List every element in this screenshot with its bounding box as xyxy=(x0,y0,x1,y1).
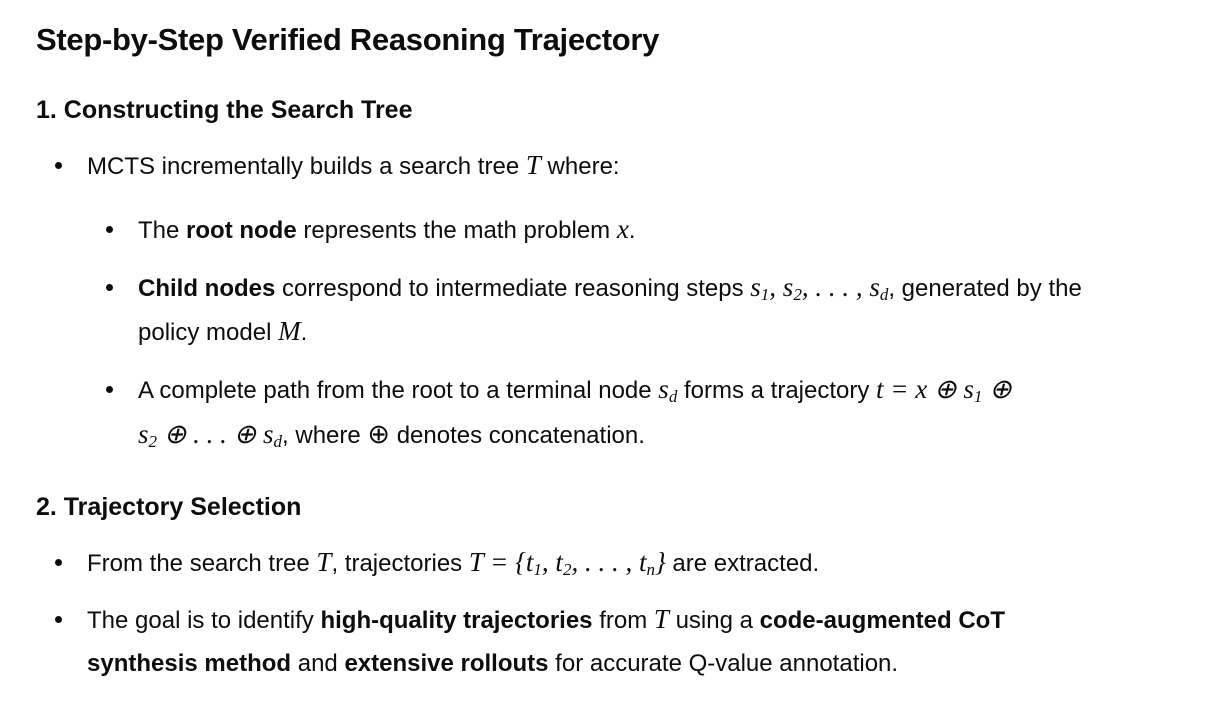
bold-root-node: root node xyxy=(186,217,297,244)
bullet-search-tree: MCTS incrementally builds a search tree T where: xyxy=(87,150,620,180)
bullet-extract-trajectories: From the search tree T, trajectories $T = \{t_1$, $t_2$, . . . , $t_n$} are extracted. xyxy=(87,547,820,579)
bullet-dot xyxy=(106,284,113,291)
bullet-child-nodes-cont: policy model M. xyxy=(138,316,308,346)
math-sd: $s_d$ xyxy=(658,374,678,406)
bold-child-nodes: Child nodes xyxy=(138,275,276,302)
bullet-child-nodes: Child nodes correspond to intermediate reasoning steps $s_1$, $s_2$, . . . , $s_d$, generated by the xyxy=(138,272,1082,304)
bullet-dot xyxy=(55,616,62,623)
math-trajectory-cont: $s_2$ ⊕ . . . ⊕ $s_d$ xyxy=(138,419,283,451)
math-steps: $s_1$, $s_2$, . . . , $s_d$ xyxy=(750,272,889,304)
math-x: x xyxy=(616,214,629,244)
bold-code-augmented: code-augmented CoT xyxy=(759,607,1005,634)
math-T: T xyxy=(653,604,669,634)
bullet-trajectory-path: A complete path from the root to a terminal node $s_d$ forms a trajectory t = x ⊕ $s_1$ ⊕ xyxy=(138,374,1012,406)
section-1-heading: 1. Constructing the Search Tree xyxy=(36,96,413,124)
bullet-root-node: The root node represents the math problem x. xyxy=(138,214,636,244)
section-2-heading: 2. Trajectory Selection xyxy=(36,493,302,521)
math-M: M xyxy=(278,316,301,346)
bold-synthesis-method: synthesis method xyxy=(87,650,292,677)
math-trajectory-set: $T = \{t_1$, $t_2$, . . . , $t_n$} xyxy=(468,547,666,579)
bold-high-quality: high-quality trajectories xyxy=(320,607,593,634)
bullet-goal: The goal is to identify high-quality trajectories from T using a code-augmented CoT xyxy=(87,604,1005,634)
bullet-goal-cont: synthesis method and extensive rollouts for accurate Q-value annotation. xyxy=(87,650,899,677)
bullet-dot xyxy=(55,559,62,566)
math-trajectory-eq: t = x ⊕ $s_1$ ⊕ xyxy=(876,374,1012,406)
math-T: T xyxy=(316,547,332,577)
oplus-symbol: ⊕ xyxy=(367,419,391,449)
bold-extensive-rollouts: extensive rollouts xyxy=(344,650,549,677)
bullet-dot xyxy=(106,386,113,393)
page-title: Step-by-Step Verified Reasoning Trajectory xyxy=(36,22,660,57)
bullet-trajectory-path-cont: $s_2$ ⊕ . . . ⊕ $s_d$, where ⊕ denotes concatenation. xyxy=(138,419,645,451)
bullet-dot xyxy=(55,162,62,169)
bullet-dot xyxy=(106,226,113,233)
math-T: T xyxy=(525,150,541,180)
